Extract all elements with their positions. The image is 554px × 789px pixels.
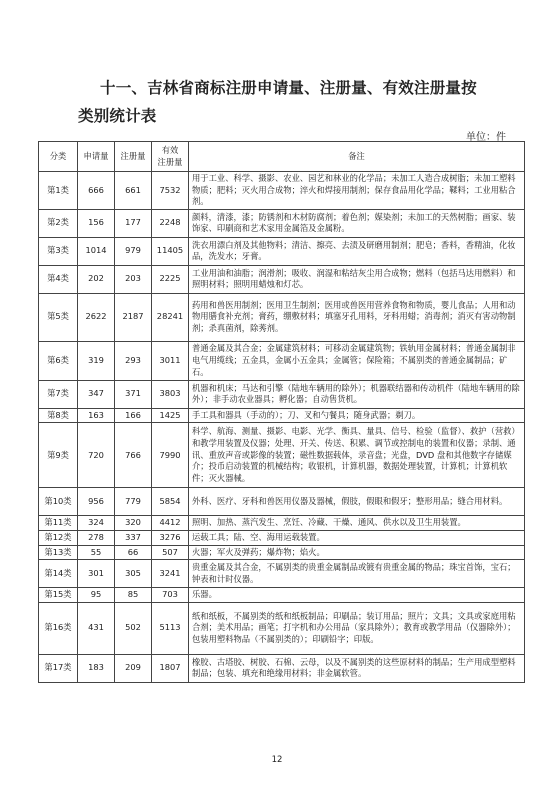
table-row — [39, 265, 525, 293]
note-cell: 照明、加热、蒸汽发生、烹饪、冷藏、干燥、通风、供水以及卫生用装置。 — [189, 516, 525, 531]
valid-registrations-cell: 507 — [152, 545, 189, 560]
page-title — [78, 74, 506, 130]
table-row — [39, 172, 525, 210]
note-cell: 普通金属及其合金；金属建筑材料；可移动金属建筑物；铁轨用金属材料；普通金属制非电气用缆线；五金具，金属小五金具；金属管；保险箱；不属别类的普通金属制品；矿石。 — [189, 341, 525, 380]
note-cell: 贵重金属及其合金，不属别类的贵重金属制品或镀有贵重金属的物品；珠宝首饰，宝石；钟表和计时仪器。 — [189, 560, 525, 588]
registrations-cell: 320 — [115, 516, 152, 531]
category-cell: 第13类 — [39, 545, 78, 560]
header-category: 分类 — [39, 142, 78, 172]
applications-cell: 431 — [78, 602, 115, 654]
category-cell: 第16类 — [39, 602, 78, 654]
valid-registrations-cell: 7990 — [152, 423, 189, 488]
table-row — [39, 209, 525, 237]
registrations-cell: 2187 — [115, 293, 152, 341]
table-row — [39, 545, 525, 560]
category-cell: 第8类 — [39, 408, 78, 423]
header-applications: 申请量 — [78, 142, 115, 172]
title-line-1: 十一、吉林省商标注册申请量、注册量、有效注册量按 — [100, 79, 477, 97]
applications-cell: 720 — [78, 423, 115, 488]
valid-registrations-cell: 1807 — [152, 654, 189, 682]
unit-label: 单位：件 — [466, 132, 506, 143]
applications-cell: 95 — [78, 588, 115, 603]
statistics-table — [38, 141, 525, 683]
table-row — [39, 380, 525, 408]
valid-registrations-cell: 2225 — [152, 265, 189, 293]
applications-cell: 156 — [78, 209, 115, 237]
applications-cell: 183 — [78, 654, 115, 682]
note-cell: 外科、医疗、牙科和兽医用仪器及器械，假肢，假眼和假牙；整形用品；缝合用材料。 — [189, 488, 525, 516]
registrations-cell: 502 — [115, 602, 152, 654]
note-cell: 机器和机床；马达和引擎（陆地车辆用的除外）；机器联结器和传动机件（陆地车辆用的除外）；非手动农业器具；孵化器；自动售货机。 — [189, 380, 525, 408]
registrations-cell: 979 — [115, 237, 152, 265]
table-row — [39, 588, 525, 603]
table-row — [39, 293, 525, 341]
registrations-cell: 305 — [115, 560, 152, 588]
note-cell: 用于工业、科学、摄影、农业、园艺和林业的化学品；未加工人造合成树脂；未加工塑料物质；肥料；灭火用合成物；淬火和焊接用制剂；保存食品用化学品；鞣料；工业用粘合剂。 — [189, 172, 525, 210]
valid-registrations-cell: 3276 — [152, 530, 189, 545]
applications-cell: 301 — [78, 560, 115, 588]
applications-cell: 163 — [78, 408, 115, 423]
note-cell: 纸和纸板，不属别类的纸和纸板制品；印刷品；装订用品；照片；文具；文具或家庭用粘合剂；美术用品；画笔；打字机和办公用品（家具除外）；教育或教学用品（仪器除外）；包装用塑料物品（不属别类的）；印刷铅字；印版。 — [189, 602, 525, 654]
valid-registrations-cell: 3241 — [152, 560, 189, 588]
applications-cell: 1014 — [78, 237, 115, 265]
note-cell: 手工具和器具（手动的）；刀、叉和勺餐具；随身武器；剃刀。 — [189, 408, 525, 423]
valid-registrations-cell: 2248 — [152, 209, 189, 237]
note-cell: 乐器。 — [189, 588, 525, 603]
category-cell: 第3类 — [39, 237, 78, 265]
valid-registrations-cell: 28241 — [152, 293, 189, 341]
note-cell: 火器；军火及弹药；爆炸物；焰火。 — [189, 545, 525, 560]
category-cell: 第4类 — [39, 265, 78, 293]
table-row — [39, 654, 525, 682]
table-row — [39, 530, 525, 545]
note-cell: 运载工具；陆、空、海用运载装置。 — [189, 530, 525, 545]
registrations-cell: 85 — [115, 588, 152, 603]
category-cell: 第12类 — [39, 530, 78, 545]
title-line-2: 类别统计表 — [78, 107, 157, 125]
valid-registrations-cell: 1425 — [152, 408, 189, 423]
category-cell: 第14类 — [39, 560, 78, 588]
note-cell: 洗衣用漂白剂及其他物料；清洁、擦亮、去渍及研磨用制剂；肥皂；香料，香精油，化妆品，洗发水；牙膏。 — [189, 237, 525, 265]
registrations-cell: 293 — [115, 341, 152, 380]
category-cell: 第7类 — [39, 380, 78, 408]
category-cell: 第15类 — [39, 588, 78, 603]
table-row — [39, 423, 525, 488]
registrations-cell: 371 — [115, 380, 152, 408]
applications-cell: 666 — [78, 172, 115, 210]
valid-registrations-cell: 5113 — [152, 602, 189, 654]
registrations-cell: 779 — [115, 488, 152, 516]
header-valid-registrations: 有效 注册量 — [152, 142, 189, 172]
valid-registrations-cell: 7532 — [152, 172, 189, 210]
note-cell: 橡胶、古塔胶、树胶、石棉、云母，以及不属别类的这些原材料的制品；生产用成型塑料制品；包装、填充和绝缘用材料；非金属软管。 — [189, 654, 525, 682]
applications-cell: 202 — [78, 265, 115, 293]
applications-cell: 324 — [78, 516, 115, 531]
registrations-cell: 337 — [115, 530, 152, 545]
table-row — [39, 602, 525, 654]
table-row — [39, 516, 525, 531]
valid-registrations-cell: 3011 — [152, 341, 189, 380]
valid-registrations-cell: 11405 — [152, 237, 189, 265]
note-cell: 科学、航海、测量、摄影、电影、光学、衡具、量具、信号、检验（监督）、救护（营救）和教学用装置及仪器；处理、开关、传送、积累、调节或控制电的装置和仪器；录制、通讯、重放声音或影像的装置；磁性数据载体，录音盘；光盘，DVD 盘和其他数字存储媒介；投币启动装置的机械结构；收银机，计算机器，数据处理装置，计算机；计算机软件；灭火器械。 — [189, 423, 525, 488]
header-registrations: 注册量 — [115, 142, 152, 172]
table-row — [39, 488, 525, 516]
registrations-cell: 661 — [115, 172, 152, 210]
registrations-cell: 166 — [115, 408, 152, 423]
applications-cell: 319 — [78, 341, 115, 380]
registrations-cell: 203 — [115, 265, 152, 293]
category-cell: 第6类 — [39, 341, 78, 380]
applications-cell: 2622 — [78, 293, 115, 341]
registrations-cell: 177 — [115, 209, 152, 237]
category-cell: 第1类 — [39, 172, 78, 210]
applications-cell: 278 — [78, 530, 115, 545]
note-cell: 药用和兽医用制剂；医用卫生制剂；医用或兽医用营养食物和物质，婴儿食品；人用和动物用膳食补充剂；膏药，绷敷材料；填塞牙孔用料，牙科用蜡；消毒剂；消灭有害动物制剂；杀真菌剂，除莠剂。 — [189, 293, 525, 341]
category-cell: 第9类 — [39, 423, 78, 488]
category-cell: 第2类 — [39, 209, 78, 237]
registrations-cell: 766 — [115, 423, 152, 488]
applications-cell: 956 — [78, 488, 115, 516]
valid-registrations-cell: 3803 — [152, 380, 189, 408]
valid-registrations-cell: 4412 — [152, 516, 189, 531]
table-row — [39, 560, 525, 588]
category-cell: 第17类 — [39, 654, 78, 682]
applications-cell: 55 — [78, 545, 115, 560]
note-cell: 工业用油和油脂；润滑剂；吸收、润湿和粘结灰尘用合成物；燃料（包括马达用燃料）和照明材料；照明用蜡烛和灯芯。 — [189, 265, 525, 293]
category-cell: 第11类 — [39, 516, 78, 531]
table-row — [39, 408, 525, 423]
table-body — [39, 172, 525, 683]
page-number: 12 — [271, 755, 283, 765]
category-cell: 第10类 — [39, 488, 78, 516]
table-row — [39, 341, 525, 380]
registrations-cell: 66 — [115, 545, 152, 560]
header-notes: 备注 — [189, 142, 525, 172]
registrations-cell: 209 — [115, 654, 152, 682]
applications-cell: 347 — [78, 380, 115, 408]
table-row — [39, 237, 525, 265]
category-cell: 第5类 — [39, 293, 78, 341]
valid-registrations-cell: 703 — [152, 588, 189, 603]
note-cell: 颜料，清漆，漆；防锈剂和木材防腐剂；着色剂；媒染剂；未加工的天然树脂；画家、装饰家、印刷商和艺术家用金属箔及金属粉。 — [189, 209, 525, 237]
valid-registrations-cell: 5854 — [152, 488, 189, 516]
